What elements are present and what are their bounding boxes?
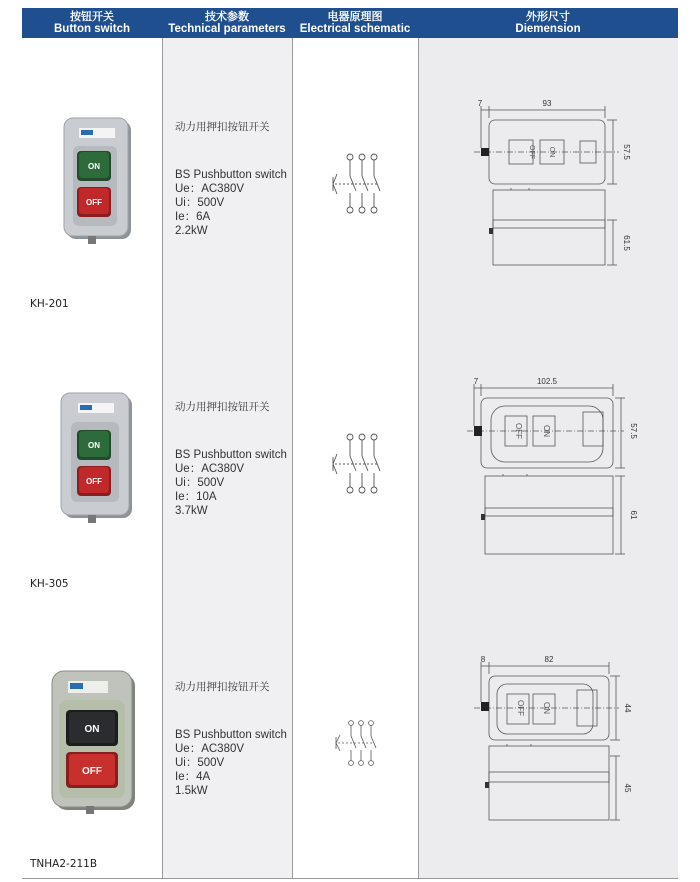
- dimension-cell: [418, 38, 678, 318]
- rated-power: 2.2kW: [175, 225, 208, 237]
- dim-left: 8: [480, 655, 486, 664]
- parameters-cell: [162, 318, 292, 598]
- electrical-schematic: [293, 318, 419, 598]
- product-label-en: BS Pushbutton switch: [175, 729, 287, 741]
- header-technical-parameters: [162, 8, 292, 38]
- rated-current: Ie：10A: [175, 491, 217, 503]
- header-button-switch: [22, 8, 162, 38]
- product-label-cn: 动力用押扣按钮开关: [175, 121, 270, 133]
- rated-current: Ie：4A: [175, 771, 211, 783]
- dimension-drawing: [419, 38, 679, 318]
- header-en: Technical parameters: [168, 23, 286, 35]
- dim-width: 102.5: [536, 377, 558, 386]
- dim-width: 93: [542, 99, 552, 108]
- dim-left: 7: [473, 377, 479, 386]
- insulation-voltage: Ui：500V: [175, 197, 225, 209]
- switch-photo: [22, 598, 162, 878]
- product-image-cell: [22, 598, 162, 878]
- schematic-cell: [292, 318, 418, 598]
- rated-power: 3.7kW: [175, 505, 208, 517]
- header-cn: 技术参数: [205, 10, 249, 23]
- rated-voltage: Ue：AC380V: [175, 183, 245, 195]
- product-image-cell: [22, 318, 162, 598]
- header-dimension: [418, 8, 678, 38]
- rated-power: 1.5kW: [175, 785, 208, 797]
- product-label-cn: 动力用押扣按钮开关: [175, 681, 270, 693]
- on-label: ON: [542, 425, 551, 437]
- model-number: KH-201: [30, 298, 69, 310]
- product-image-cell: [22, 38, 162, 318]
- insulation-voltage: Ui：500V: [175, 477, 225, 489]
- dimension-drawing: [419, 598, 679, 878]
- off-label: OFF: [514, 423, 523, 439]
- on-label: ON: [84, 724, 100, 735]
- dim-left: 7: [477, 99, 483, 108]
- header-en: Electrical schematic: [299, 23, 411, 35]
- rated-voltage: Ue：AC380V: [175, 743, 245, 755]
- table-row: [22, 38, 678, 318]
- header-cn: 电器原理图: [327, 10, 383, 23]
- dim-depth: 61.5: [622, 235, 631, 251]
- model-number: KH-305: [30, 578, 69, 590]
- off-label: OFF: [86, 477, 102, 486]
- product-label-en: BS Pushbutton switch: [175, 169, 287, 181]
- switch-photo: [22, 318, 162, 598]
- rated-current: Ie：6A: [175, 211, 211, 223]
- electrical-schematic: [293, 38, 419, 318]
- table-header: [22, 8, 678, 38]
- switch-photo: [22, 38, 162, 318]
- product-label-cn: 动力用押扣按钮开关: [175, 401, 270, 413]
- header-cn: 外形尺寸: [526, 10, 570, 23]
- dim-height: 44: [623, 703, 632, 713]
- product-label-en: BS Pushbutton switch: [175, 449, 287, 461]
- electrical-schematic: [293, 598, 419, 878]
- parameters-list: [175, 120, 287, 238]
- parameters-list: [175, 680, 287, 798]
- header-electrical-schematic: [292, 8, 418, 38]
- schematic-cell: [292, 38, 418, 318]
- header-en: Diemension: [515, 23, 581, 35]
- parameters-cell: [162, 598, 292, 878]
- dim-height: 57.5: [622, 144, 631, 160]
- rated-voltage: Ue：AC380V: [175, 463, 245, 475]
- off-label: OFF: [82, 766, 102, 777]
- table-row: [22, 598, 678, 878]
- header-cn: 按钮开关: [70, 10, 114, 23]
- dim-depth: 61: [629, 510, 638, 520]
- schematic-cell: [292, 598, 418, 878]
- dim-width: 82: [544, 655, 554, 664]
- parameters-cell: [162, 38, 292, 318]
- dimension-cell: [418, 598, 678, 878]
- off-label: OFF: [86, 198, 102, 207]
- header-en: Button switch: [53, 23, 131, 35]
- table-row: [22, 318, 678, 598]
- dim-depth: 45: [623, 783, 632, 793]
- on-label: ON: [88, 441, 100, 450]
- row-divider: [22, 878, 678, 879]
- on-label: ON: [88, 162, 100, 171]
- on-label: ON: [548, 146, 555, 158]
- insulation-voltage: Ui：500V: [175, 757, 225, 769]
- off-label: OFF: [516, 700, 525, 716]
- dimension-drawing: [419, 318, 679, 598]
- off-label: OFF: [528, 145, 535, 159]
- dimension-cell: [418, 318, 678, 598]
- on-label: ON: [542, 702, 551, 714]
- parameters-list: [175, 400, 287, 518]
- dim-height: 57.5: [629, 423, 638, 439]
- model-number: TNHA2-211B: [30, 858, 98, 870]
